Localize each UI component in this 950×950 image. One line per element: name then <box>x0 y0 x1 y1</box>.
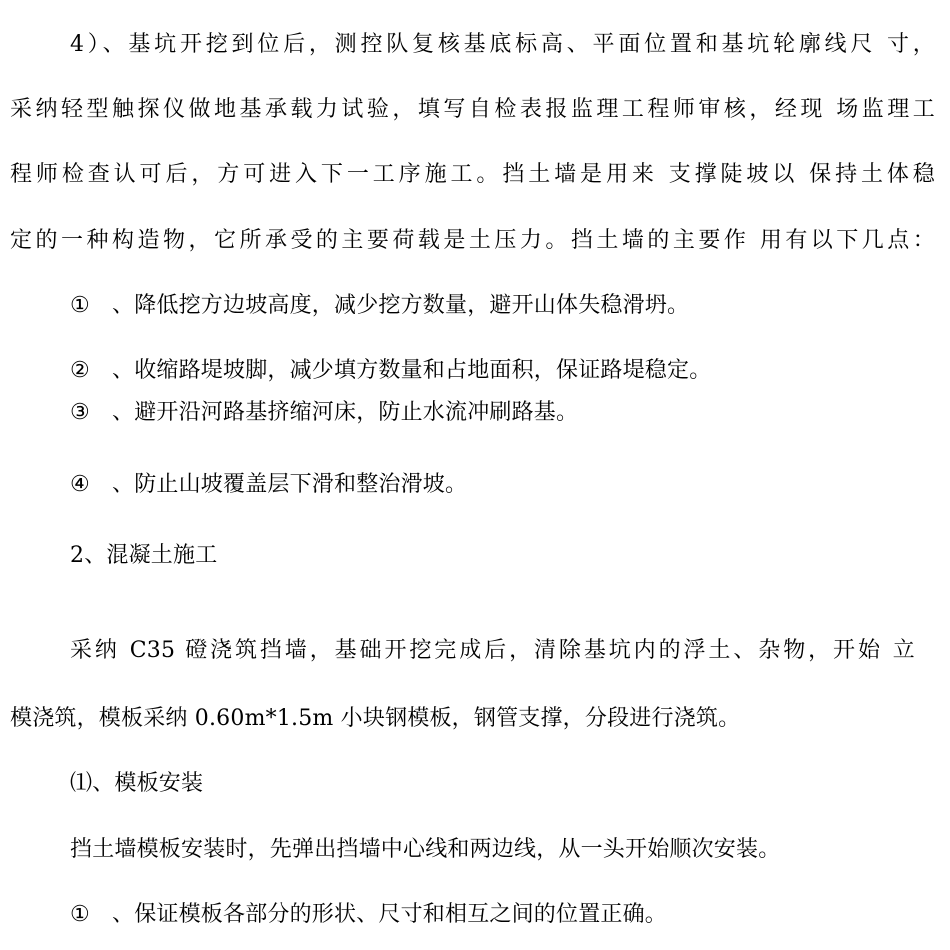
list-item <box>70 356 711 386</box>
list-item-text: 、防止山坡覆盖层下滑和整治滑坡。 <box>112 472 468 497</box>
list-item <box>70 398 578 428</box>
paragraph-line: 采纳轻型触探仪做地基承载力试验，填写自检表报监理工程师审核，经现 场监理工 <box>10 97 935 122</box>
paragraph-line: 4）、基坑开挖到位后，测控队复核基底标高、平面位置和基坑轮廓线尺 寸， <box>70 32 935 57</box>
paragraph-line: 采纳 C35 磴浇筑挡墙，基础开挖完成后，清除基坑内的浮土、杂物，开始 立 <box>70 638 915 663</box>
subheading: ⑴、模板安装 <box>70 771 204 796</box>
list-item-text: 、避开沿河路基挤缩河床，防止水流冲刷路基。 <box>112 400 579 425</box>
list-item <box>70 900 667 930</box>
list-number: ① <box>70 902 90 927</box>
list-item <box>70 470 467 500</box>
paragraph-line: 挡土墙模板安装时，先弹出挡墙中心线和两边线，从一头开始顺次安装。 <box>70 837 781 862</box>
paragraph-line: 定的一种构造物，它所承受的主要荷载是土压力。挡土墙的主要作 用有以下几点： <box>10 228 935 253</box>
list-number: ③ <box>70 400 90 425</box>
list-number: ② <box>70 358 90 383</box>
list-item-text: 、保证模板各部分的形状、尺寸和相互之间的位置正确。 <box>112 902 668 927</box>
list-item-text: 、降低挖方边坡高度，减少挖方数量，避开山体失稳滑坍。 <box>112 293 690 318</box>
section-heading: 2、混凝土施工 <box>70 543 218 568</box>
list-item-text: 、收缩路堤坡脚，减少填方数量和占地面积，保证路堤稳定。 <box>112 358 712 383</box>
paragraph-line: 程师检查认可后，方可进入下一工序施工。挡土墙是用来 支撑陡坡以 保持土体稳 <box>10 162 935 187</box>
list-number: ④ <box>70 472 90 497</box>
list-item <box>70 291 689 321</box>
list-number: ① <box>70 293 90 318</box>
paragraph-line: 模浇筑，模板采纳 0.60m*1.5m 小块钢模板，钢管支撑，分段进行浇筑。 <box>10 706 741 731</box>
